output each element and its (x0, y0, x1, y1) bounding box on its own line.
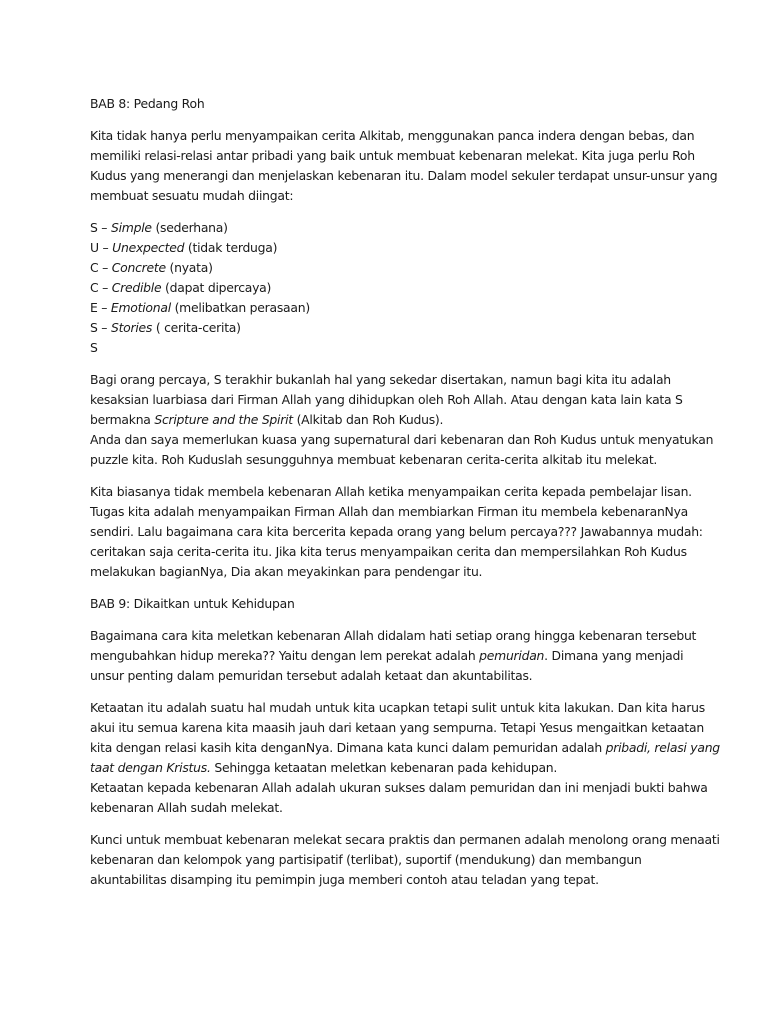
chapter-8-paragraph-1 (90, 126, 718, 206)
text-line: memiliki relasi-relasi antar pribadi yang baik untuk membuat kebenaran melekat. Kita juga perlu Roh (90, 148, 695, 163)
document-page (90, 94, 720, 902)
text-line: Kita tidak hanya perlu menyampaikan cerita Alkitab, menggunakan panca indera dengan bebas, dan (90, 128, 695, 143)
text-line: mengubahkan hidup mereka?? Yaitu dengan lem perekat adalah pemuridan. Dimana yang menjadi (90, 648, 684, 663)
list-item: C – Credible (dapat dipercaya) (90, 280, 272, 295)
chapter-8-paragraph-2 (90, 370, 714, 470)
list-item: S – Simple (sederhana) (90, 220, 228, 235)
text-line: Bagaimana cara kita meletkan kebenaran Allah didalam hati setiap orang hingga kebenaran tersebut (90, 628, 697, 643)
chapter-9-paragraph-1 (90, 626, 697, 686)
text-line: Kita biasanya tidak membela kebenaran Allah ketika menyampaikan cerita kepada pembelajar lisan. (90, 484, 692, 499)
text-line: Kunci untuk membuat kebenaran melekat secara praktis dan permanen adalah menolong orang menaati (90, 832, 720, 847)
list-item: E – Emotional (melibatkan perasaan) (90, 300, 310, 315)
text-line: melakukan bagianNya, Dia akan meyakinkan para pendengar itu. (90, 564, 483, 579)
chapter-9-heading: BAB 9: Dikaitkan untuk Kehidupan (90, 596, 295, 611)
chapter-9-paragraph-3 (90, 830, 720, 890)
text-line: akuntabilitas disamping itu pemimpin juga memberi contoh atau teladan yang tepat. (90, 872, 599, 887)
chapter-9-paragraph-2 (90, 698, 720, 818)
text-line: unsur penting dalam pemuridan tersebut adalah ketaat dan akuntabilitas. (90, 668, 533, 683)
text-line: Bagi orang percaya, S terakhir bukanlah hal yang sekedar disertakan, namun bagi kita itu adalah (90, 372, 671, 387)
text-line: kebenaran dan kelompok yang partisipatif (terlibat), suportif (mendukung) dan membangun (90, 852, 642, 867)
text-line: membuat sesuatu mudah diingat: (90, 188, 294, 203)
text-line: taat dengan Kristus. Sehingga ketaatan meletkan kebenaran pada kehidupan. (90, 760, 558, 775)
text-line: kebenaran Allah sudah melekat. (90, 800, 283, 815)
list-item: S – Stories ( cerita-cerita) (90, 320, 241, 335)
text-line: kesaksian luarbiasa dari Firman Allah yang dihidupkan oleh Roh Allah. Atau dengan kata lain kata S (90, 392, 683, 407)
list-item: C – Concrete (nyata) (90, 260, 213, 275)
text-line: Ketaatan itu adalah suatu hal mudah untuk kita ucapkan tetapi sulit untuk kita lakukan. Dan kita harus (90, 700, 705, 715)
success-acronym-list (90, 218, 690, 358)
text-line: Anda dan saya memerlukan kuasa yang supernatural dari kebenaran dan Roh Kudus untuk menyatukan (90, 432, 714, 447)
text-line: kita dengan relasi kasih kita denganNya. Dimana kata kunci dalam pemuridan adalah pribadi, relasi yang (90, 740, 720, 755)
text-line: sendiri. Lalu bagaimana cara kita bercerita kepada orang yang belum percaya??? Jawabannya mudah: (90, 524, 703, 539)
text-line: puzzle kita. Roh Kuduslah sesungguhnya membuat kebenaran cerita-cerita alkitab itu melekat. (90, 452, 658, 467)
chapter-8-heading: BAB 8: Pedang Roh (90, 96, 205, 111)
text-line: ceritakan saja cerita-cerita itu. Jika kita terus menyampaikan cerita dan mempersilahkan Roh Kudus (90, 544, 687, 559)
text-line: akui itu semua karena kita maasih jauh dari ketaan yang sempurna. Tetapi Yesus mengaitkan ketaatan (90, 720, 704, 735)
text-line: bermakna Scripture and the Spirit (Alkitab dan Roh Kudus). (90, 412, 444, 427)
list-item: U – Unexpected (tidak terduga) (90, 240, 278, 255)
text-line: Tugas kita adalah menyampaikan Firman Allah dan membiarkan Firman itu membela kebenaranNya (90, 504, 688, 519)
text-line: Ketaatan kepada kebenaran Allah adalah ukuran sukses dalam pemuridan dan ini menjadi bukti bahwa (90, 780, 708, 795)
text-line: Kudus yang menerangi dan menjelaskan kebenaran itu. Dalam model sekuler terdapat unsur-unsur yang (90, 168, 718, 183)
list-item-extra: S (90, 340, 98, 355)
chapter-8-paragraph-3 (90, 482, 703, 582)
